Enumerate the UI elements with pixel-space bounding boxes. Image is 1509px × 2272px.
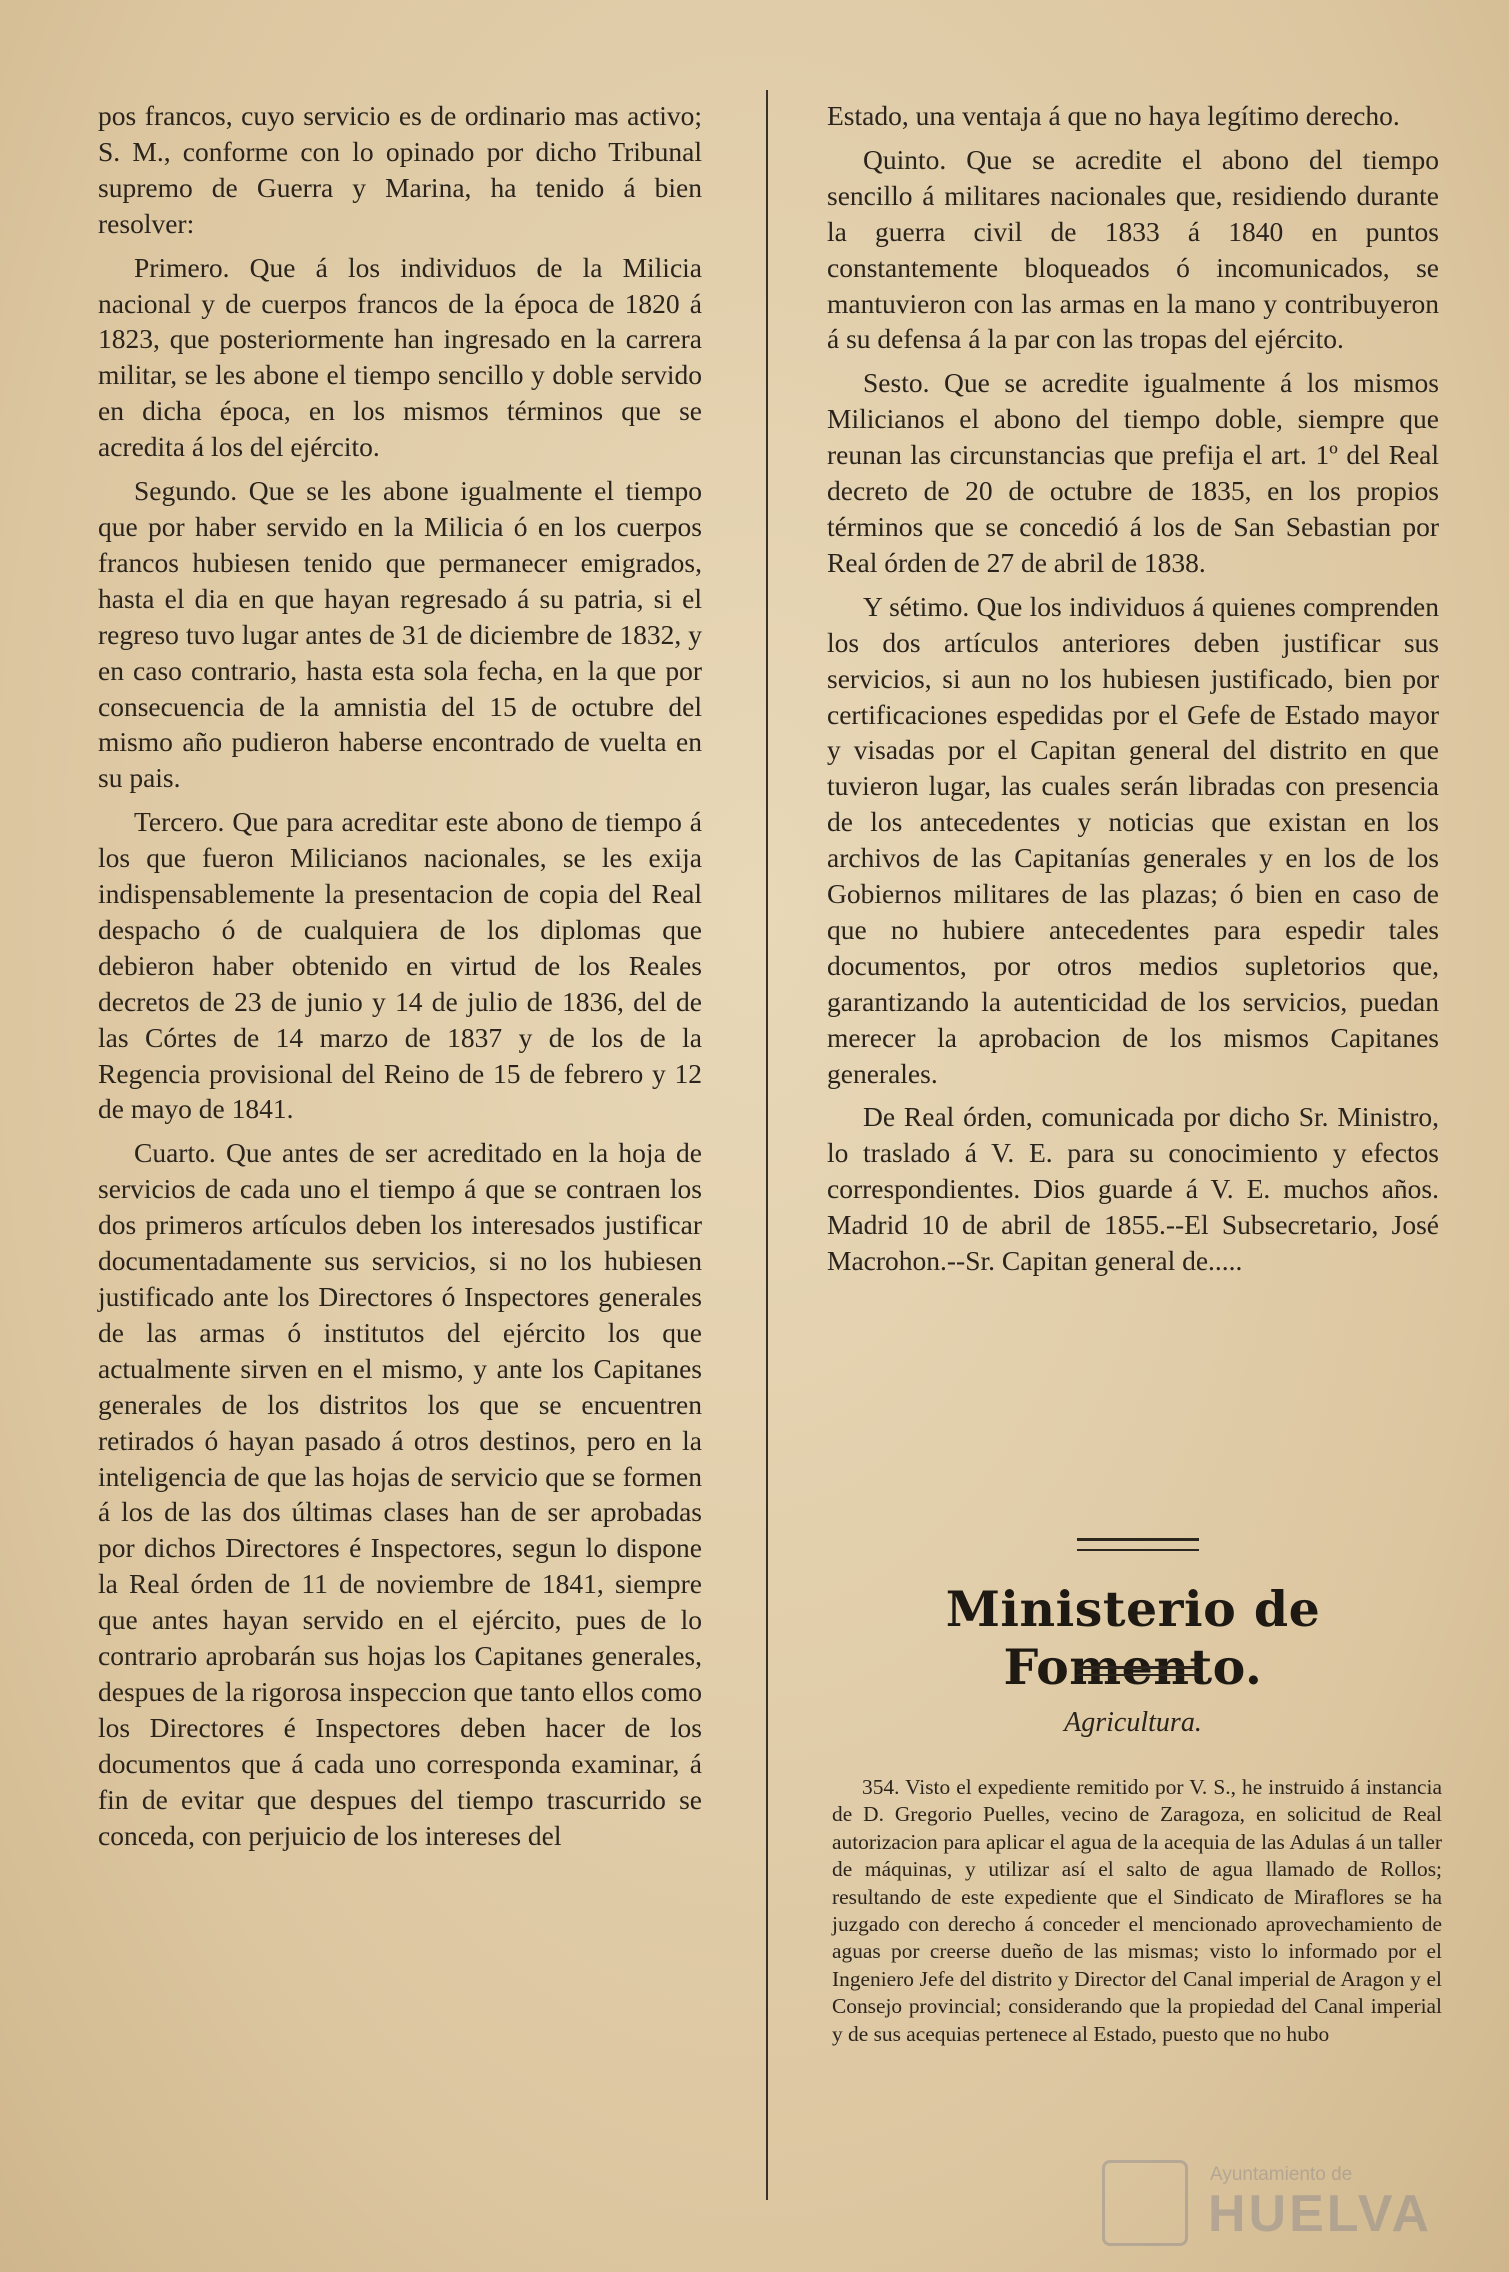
watermark-line2: HUELVA [1208, 2185, 1433, 2243]
paragraph-sesto: Sesto. Que se acredite igualmente á los mismos Milicianos el abono del tiempo doble, siempre que reunan las circunstancias que prefija el art. 1º del Real decreto de 20 de octubre de 1835, en los propios términos que se concedió á los de San Sebastian por Real órden de 27 de abril de 1838. [827, 367, 1439, 578]
watermark-line1: Ayuntamiento de [1210, 2164, 1353, 2185]
paragraph: Estado, una ventaja á que no haya legítimo derecho. [827, 100, 1400, 131]
ministry-title: Ministerio de Fomento. [945, 1580, 1321, 1696]
paragraph: pos francos, cuyo servicio es de ordinario mas activo; S. M., conforme con lo opinado por dicho Tribunal supremo de Guerra y Marina, ha tenido á bien resolver: [98, 100, 702, 239]
paragraph-setimo: Y sétimo. Que los individuos á quienes comprenden los dos artículos anteriores deben justificar sus servicios, si aun no los hubiesen justificado, bien por certificaciones espedidas por el Gefe de Estado mayor y visadas por el Capitan general del distrito en que tuvieron lugar, las cuales serán libradas con presencia de los antecedentes y noticias que existan en los archivos de las Capitanías generales y en los de los Gobiernos militares de las plazas; ó bien en caso de que no hubiere antecedentes para espedir tales documentos, por otros medios supletorios que, garantizando la autenticidad de los servicios, puedan merecer la aprobacion de los mismos Capitanes generales. [827, 590, 1439, 1089]
left-column [98, 98, 702, 1862]
paragraph-primero: Primero. Que á los individuos de la Milicia nacional y de cuerpos francos de la época de 1820 á 1823, que posteriormente han ingresado en la carrera militar, se les abone el tiempo sencillo y doble servido en dicha época, en los mismos términos que se acredita á los del ejército. [98, 251, 702, 463]
paragraph-closing: De Real órden, comunicada por dicho Sr. Ministro, lo traslado á V. E. para su conocimiento y efectos correspondientes. Dios guarde á V. E. muchos años. Madrid 10 de abril de 1855.--El Subsecretario, José Macrohon.--Sr. Capitan general de..... [827, 1101, 1439, 1277]
paragraph-segundo: Segundo. Que se les abone igualmente el tiempo que por haber servido en la Milicia ó en los cuerpos francos hubiesen tenido que permanecer emigrados, hasta el dia en que hayan regresado á su patria, si el regreso tuvo lugar antes de 31 de diciembre de 1832, y en caso contrario, hasta esta sola fecha, en la que por consecuencia de la amnistia del 15 de octubre del mismo año pudieron haberse encontrado de vuelta en su pais. [98, 475, 702, 794]
decree-text [832, 1774, 1442, 2048]
decree-paragraph: 354. Visto el expediente remitido por V. S., he instruido á instancia de D. Gregorio Puelles, vecino de Zaragoza, en solicitud de Real autorizacion para aplicar el agua de la acequia de las Adulas á un taller de máquinas, y utilizar así el salto de agua llamado de Rollos; resultando de este expediente que el Sindicato de Miraflores se ha juzgado con derecho á conceder el mencionado aprovechamiento de aguas por creerse dueño de las mismas; visto lo informado por el Ingeniero Jefe del distrito y Director del Canal imperial de Aragon y el Consejo provincial; considerando que la propiedad del Canal imperial y de sus acequias pertenece al Estado, puesto que no hubo [832, 1775, 1442, 2046]
paragraph-quinto: Quinto. Que se acredite el abono del tiempo sencillo á militares nacionales que, residiendo durante la guerra civil de 1833 á 1840 en puntos constantemente bloqueados ó incomunicados, se mantuvieron con las armas en la mano y contribuyeron á su defensa á la par con las tropas del ejército. [827, 143, 1439, 355]
column-divider [766, 90, 768, 2200]
archive-watermark [1102, 2160, 1442, 2250]
section-rule-top [1077, 1538, 1199, 1551]
right-column [827, 98, 1439, 1287]
section-rule-bottom [1077, 1666, 1199, 1676]
section-title: Agricultura. [1064, 1707, 1202, 1738]
paragraph-tercero: Tercero. Que para acreditar este abono de tiempo á los que fueron Milicianos nacionales, se les exija indispensablemente la presentacion de copia del Real despacho ó de cualquiera de los diplomas que debieron haber obtenido en virtud de los Reales decretos de 23 de junio y 14 de julio de 1836, del de las Córtes de 14 marzo de 1837 y de los de la Regencia provisional del Reino de 15 de febrero y 12 de mayo de 1841. [98, 806, 702, 1125]
seal-icon [1102, 2160, 1188, 2246]
paragraph-cuarto: Cuarto. Que antes de ser acreditado en la hoja de servicios de cada uno el tiempo á que se contraen los dos primeros artículos deben los interesados justificar documentadamente sus servicios, si no los hubiesen justificado ante los Directores ó Inspectores generales de las armas ó institutos del ejército los que actualmente sirven en el mismo, y ante los Capitanes generales de los distritos los que se encuentren retirados ó hayan pasado á otros destinos, pero en la inteligencia de que las hojas de servicio que se formen á los de las dos últimas clases han de ser aprobadas por dichos Directores é Inspectores, segun lo dispone la Real órden de 11 de noviembre de 1841, siempre que antes hayan servido en el ejército, pues de lo contrario aprobarán sus hojas los Capitanes generales, despues de la rigorosa inspeccion que tanto ellos como los Directores é Inspectores deben hacer de los documentos que á cada uno corresponda examinar, á fin de evitar que despues del tiempo trascurrido se conceda, con perjuicio de los intereses del [98, 1137, 702, 1851]
